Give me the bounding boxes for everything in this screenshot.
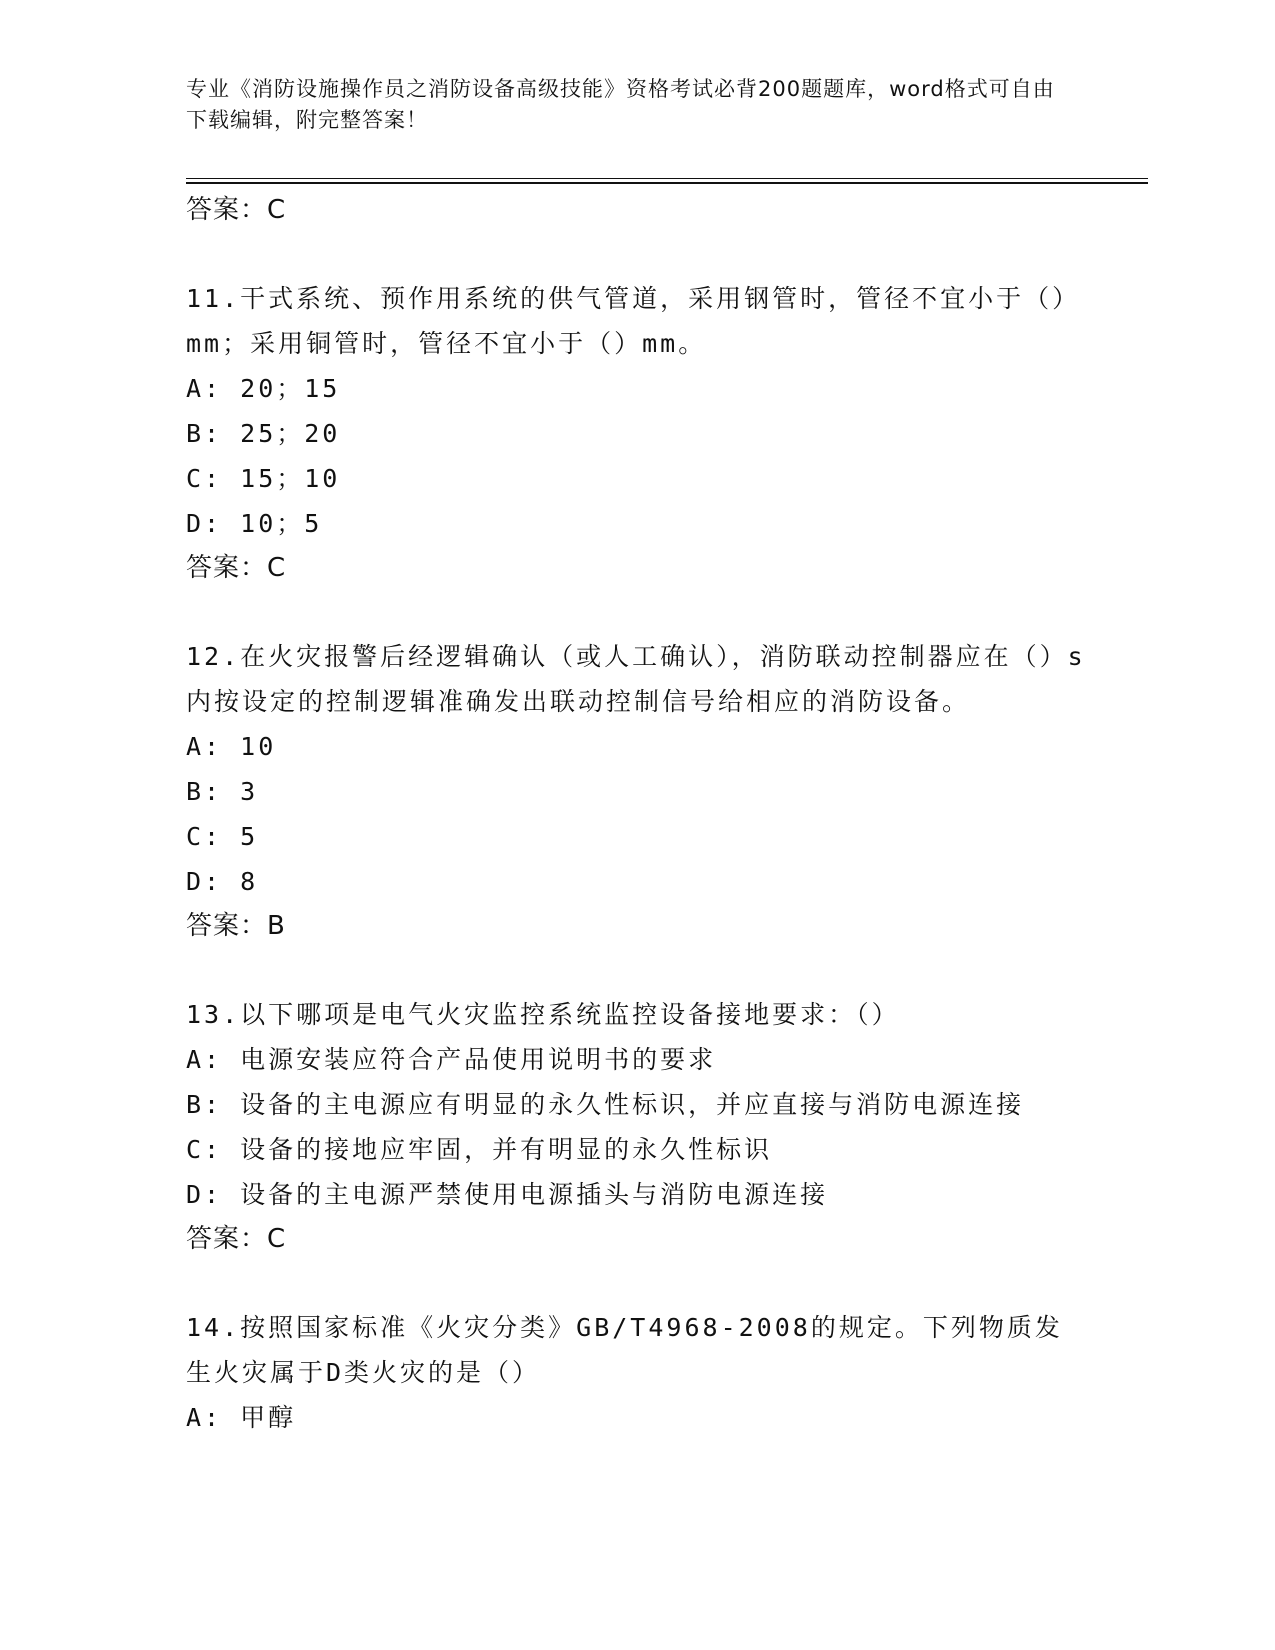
header-rule-bottom — [186, 182, 1148, 184]
option-d: D: 10；5 — [186, 509, 323, 538]
question-text: 11.干式系统、预作用系统的供气管道，采用钢管时，管径不宜小于（）mm；采用铜管时，管径不宜小于（）mm。 — [186, 284, 1081, 358]
answer: 答案：B — [186, 911, 286, 941]
option-d: D: 设备的主电源严禁使用电源插头与消防电源连接 — [186, 1180, 829, 1209]
option-b: B: 25；20 — [186, 419, 341, 448]
question-list — [186, 188, 1086, 1440]
question-13 — [186, 992, 1086, 1261]
question-text: 13.以下哪项是电气火灾监控系统监控设备接地要求：（） — [186, 1000, 900, 1029]
question-11 — [186, 276, 1086, 590]
answer: 答案：C — [186, 553, 287, 583]
option-c: C: 设备的接地应牢固，并有明显的永久性标识 — [186, 1135, 773, 1164]
option-a: A: 20；15 — [186, 374, 341, 403]
option-a: A: 10 — [186, 732, 277, 761]
header-rule-top — [186, 178, 1148, 179]
option-a: A: 电源安装应符合产品使用说明书的要求 — [186, 1045, 717, 1074]
question-text: 12.在火灾报警后经逻辑确认（或人工确认），消防联动控制器应在（）s内按设定的控制逻辑准确发出联动控制信号给相应的消防设备。 — [186, 642, 1086, 716]
option-c: C: 15；10 — [186, 464, 341, 493]
question-12 — [186, 634, 1086, 948]
option-d: D: 8 — [186, 867, 259, 896]
previous-answer: 答案：C — [186, 195, 287, 225]
question-text: 14.按照国家标准《火灾分类》GB/T4968-2008的规定。下列物质发生火灾属于D类火灾的是（） — [186, 1313, 1063, 1387]
option-c: C: 5 — [186, 822, 259, 851]
option-b: B: 设备的主电源应有明显的永久性标识，并应直接与消防电源连接 — [186, 1090, 1025, 1119]
question-14 — [186, 1305, 1086, 1440]
answer: 答案：C — [186, 1224, 287, 1254]
document-header: 专业《消防设施操作员之消防设备高级技能》资格考试必背200题题库，word格式可自由下载编辑，附完整答案！ — [186, 77, 1055, 132]
option-b: B: 3 — [186, 777, 259, 806]
option-a: A: 甲醇 — [186, 1403, 297, 1432]
